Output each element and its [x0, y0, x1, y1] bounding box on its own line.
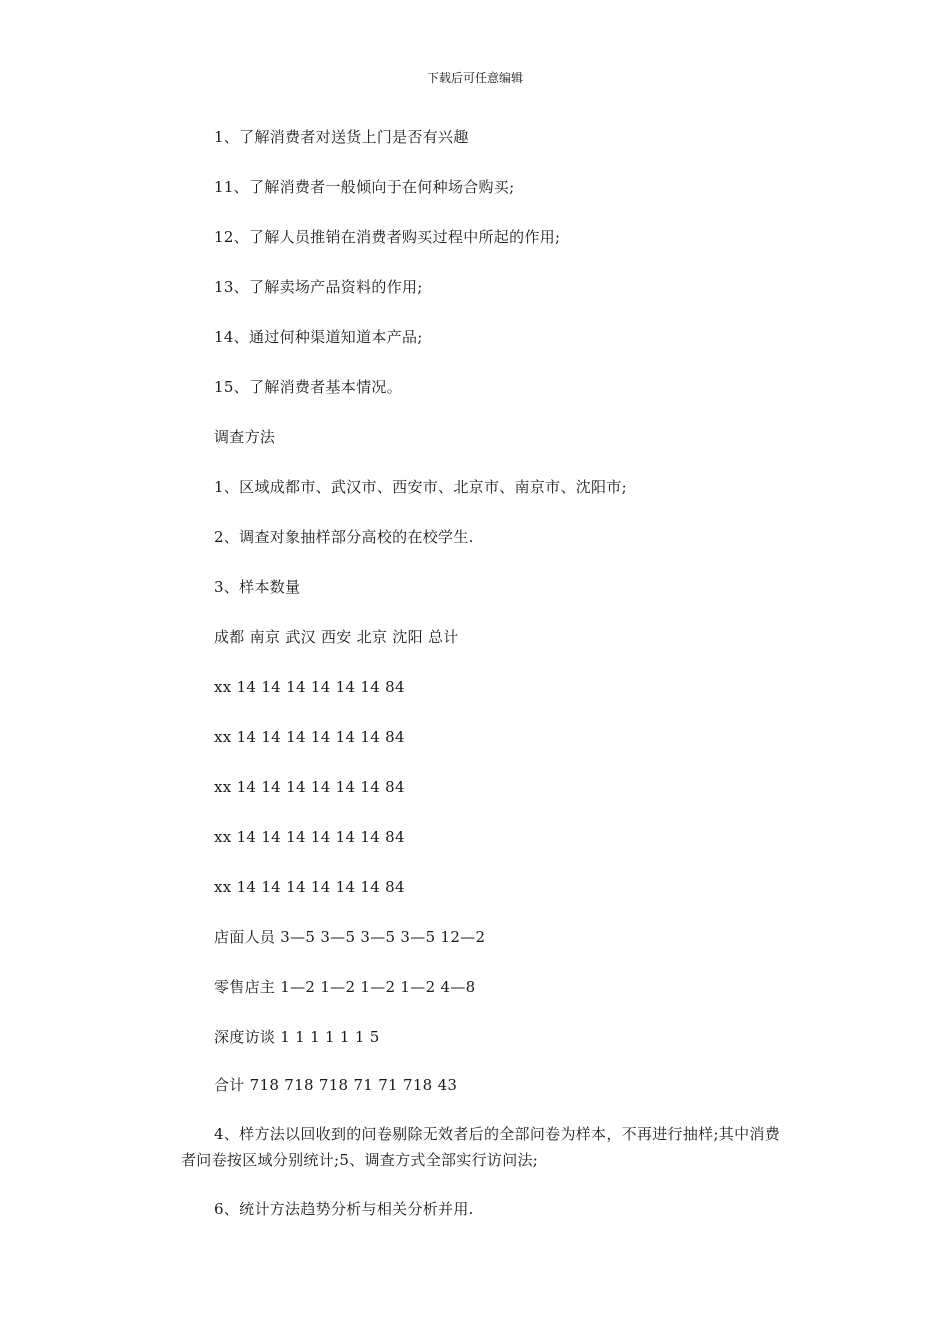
item-1-delivery-interest: 1、了解消费者对送货上门是否有兴趣: [214, 128, 469, 146]
sample-table-row-total: 合计 718 718 718 71 71 718 43: [214, 1076, 458, 1094]
sample-table-row-depth-interview: 深度访谈 1 1 1 1 1 1 5: [214, 1028, 380, 1046]
item-15-consumer-profile: 15、了解消费者基本情况。: [214, 378, 402, 396]
sample-table-row-store-staff: 店面人员 3—5 3—5 3—5 3—5 12—2: [214, 928, 486, 946]
section-heading-survey-method: 调查方法: [214, 428, 276, 446]
method-4-5-paragraph: 4、样方法以回收到的问卷剔除无效者后的全部问卷为样本，不再进行抽样;其中消费者问卷按区域分别统计;5、调查方式全部实行访问法;: [181, 1125, 781, 1169]
item-13-product-materials: 13、了解卖场产品资料的作用;: [214, 278, 423, 296]
item-14-awareness-channels: 14、通过何种渠道知道本产品;: [214, 328, 423, 346]
sample-table-row: xx 14 14 14 14 14 14 84: [214, 878, 405, 896]
sample-table-row: xx 14 14 14 14 14 14 84: [214, 728, 405, 746]
method-6-statistics: 6、统计方法趋势分析与相关分析并用.: [214, 1200, 474, 1218]
item-11-purchase-venue: 11、了解消费者一般倾向于在何种场合购买;: [214, 178, 515, 196]
method-2-subjects: 2、调查对象抽样部分高校的在校学生.: [214, 528, 474, 546]
sample-table-row: xx 14 14 14 14 14 14 84: [214, 828, 405, 846]
method-1-regions: 1、区域成都市、武汉市、西安市、北京市、南京市、沈阳市;: [214, 478, 627, 496]
page-header: 下载后可任意编辑: [426, 71, 523, 85]
sample-table-row-retail-owner: 零售店主 1—2 1—2 1—2 1—2 4—8: [214, 978, 476, 996]
method-3-sample-size: 3、样本数量: [214, 578, 301, 596]
item-12-personal-selling: 12、了解人员推销在消费者购买过程中所起的作用;: [214, 228, 561, 246]
sample-table-row: xx 14 14 14 14 14 14 84: [214, 778, 405, 796]
sample-table-row: xx 14 14 14 14 14 14 84: [214, 678, 405, 696]
sample-table-header: 成都 南京 武汉 西安 北京 沈阳 总计: [214, 628, 459, 646]
